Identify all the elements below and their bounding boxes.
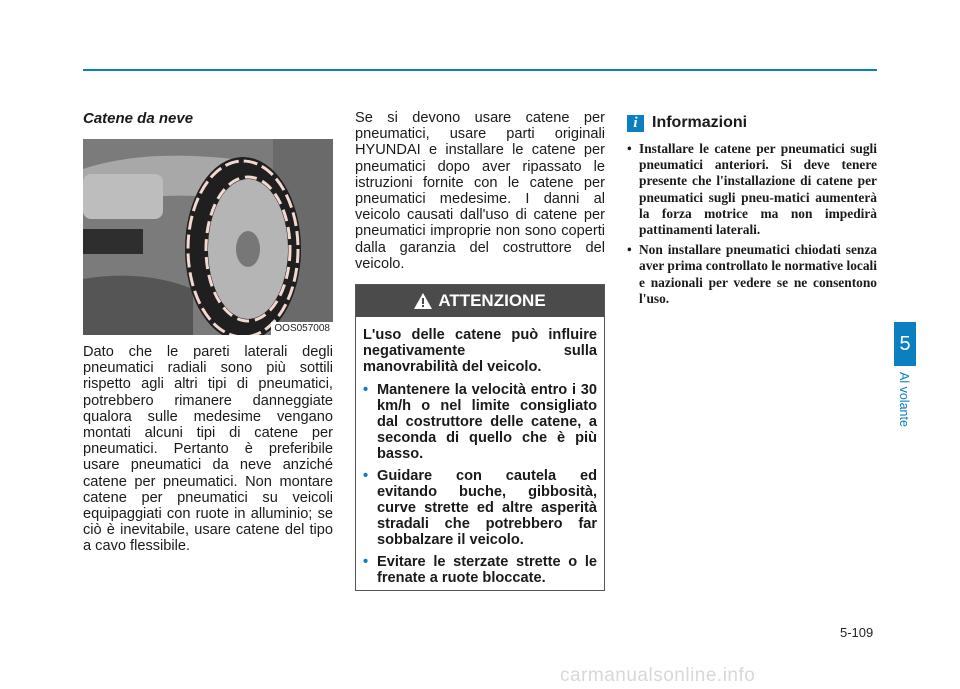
warning-header <box>356 285 604 317</box>
chapter-label: Al volante <box>897 372 911 427</box>
warning-triangle-icon <box>414 293 432 309</box>
watermark: carmanualsonline.info <box>560 665 756 686</box>
info-list <box>627 141 877 307</box>
warning-item: • Evitare le sterzate strette o le frenate a ruote bloccate. <box>363 553 597 586</box>
warning-item: • Mantenere la velocità entro i 30 km/h o nel limite consigliato dal costruttore delle catene, a seconda di quello che è più basso. <box>363 381 597 463</box>
middle-body-text: Se si devono usare catene per pneumatici, usare parti originali HYUNDAI e installare le catene per pneumatici dopo aver ripassato le istruzioni fornite con le catene per pneumatici medesime. I danni al veicolo causati dall'uso di catene per pneumatici improprie non sono coperti dalla garanzia del costruttore del veicolo. <box>355 110 605 272</box>
left-body-text: Dato che le pareti laterali degli pneumatici radiali sono più sottili rispetto agli altri tipi di pneumatici, potrebbero rimanere danneggiate qualora sulle medesime vengano montati alcuni tipi di catene per pneumatici. Pertanto è preferibile usare pneumatici da neve anziché catene per pneumatici. Non montare catene per pneumatici su veicoli equipaggiati con ruote in alluminio; se ciò è inevitabile, usare catene del tipo a cavo flessibile. <box>83 344 333 555</box>
top-rule <box>83 69 877 71</box>
page-number: 5-109 <box>840 625 874 640</box>
bullet-icon: • <box>363 467 369 484</box>
info-item: • Installare le catene per pneumatici sugli pneumatici anteriori. Si deve tenere presente che l'installazione di catene per pneumatici sugli pneu-matici aumenterà la forza motrice ma non impedirà pattinamenti laterali. <box>627 141 877 238</box>
warning-item: • Guidare con cautela ed evitando buche, gibbosità, curve strette ed altre asperità stradali che potrebbero far sobbalzare il veicolo. <box>363 467 597 549</box>
middle-column <box>355 110 605 272</box>
warning-intro: L'uso delle catene può influire negativamente sulla manovrabilità del veicolo. <box>363 327 597 376</box>
snow-chain-photo <box>83 139 333 335</box>
left-column <box>83 110 333 555</box>
warning-list <box>363 382 597 586</box>
bullet-icon: • <box>363 553 369 570</box>
chapter-tab: 5 <box>894 322 916 366</box>
info-title: Informazioni <box>652 114 748 131</box>
image-caption: OOS057008 <box>271 322 333 335</box>
warning-body <box>356 317 604 586</box>
section-heading: Catene da neve <box>83 110 194 127</box>
info-icon: i <box>627 115 644 132</box>
info-header <box>627 114 877 132</box>
info-column <box>627 114 877 311</box>
warning-box <box>355 284 605 591</box>
info-item: • Non installare pneumatici chiodati senza aver prima controllato le normative locali e nazionali per vedere se ne consentono l'uso. <box>627 242 877 306</box>
bullet-icon: • <box>627 242 632 258</box>
bullet-icon: • <box>363 381 369 398</box>
warning-title: ATTENZIONE <box>438 291 546 310</box>
bullet-icon: • <box>627 141 632 156</box>
